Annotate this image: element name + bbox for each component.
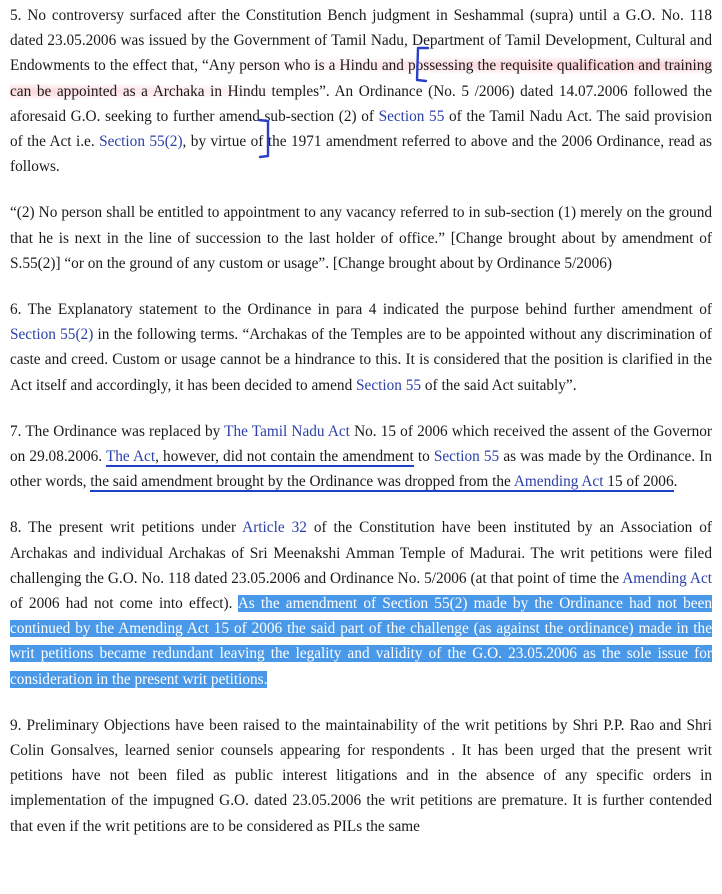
p7-text-8: .: [673, 473, 678, 491]
link-amending-act[interactable]: Amending Act: [622, 569, 712, 587]
pen-underlined-text: [106, 448, 414, 467]
quoted-provision: [10, 200, 712, 276]
p7-text-3: , however, did not contain the amendment: [155, 448, 414, 466]
link-tamil-nadu-act[interactable]: The Tamil Nadu Act: [224, 422, 350, 440]
p5-text-1: 5. No controversy surfaced after the Constitution Bench judgment in Seshammal (supra) until a G.O. No. 118 dated 23.05.2006 was issued by the Government of Tamil Nadu, Department of Tamil Development, Cultural and Endowments to the effect that,: [10, 7, 712, 75]
p5-text-4: , by virtue of the 1971 amendment referred to above and the 2006 Ordinance, read as follows.: [10, 133, 712, 176]
selected-text-highlight[interactable]: As the amendment of Section 55(2) made by the Ordinance had not been continued by the Amending Act 15 of 2006 the said part of the challenge (as against the ordinance) made in the writ petitions became redundant leaving the legality and validity of the G.O. 23.05.2006 as the sole issue for consideration in the present writ petitions.: [10, 595, 713, 688]
p8-text-1: 8. The present writ petitions under: [10, 519, 243, 537]
p6-text-3: of the said Act suitably”.: [421, 376, 577, 394]
p8-text-2: of the Constitution have been instituted by an Association of Archakas and individual Archakas of Sri Meenakshi Amman Temple of Madurai. The writ petitions were filed challenging the G.O. No. 118 dated 23.05.2006 and Ordinance No. 5/2006 (at that point of time the: [10, 519, 712, 587]
link-the-act[interactable]: The Act: [105, 448, 156, 466]
p7-text-1: 7. The Ordinance was replaced by: [10, 422, 225, 440]
p9-text: 9. Preliminary Objections have been raised to the maintainability of the writ petitions by Shri P.P. Rao and Shri Colin Gonsalves, learned senior counsels appearing for respondents . It has been urged that the present writ petitions have not been filed as public interest litigations and in the absence of any specific orders in implementation of the impugned G.O. dated 23.05.2006 the writ petitions are premature. It is further contended that even if the writ petitions are to be considered as PILs the same: [10, 716, 712, 835]
p7-text-2: No. 15 of 2006 which received the assent of the Governor on 29.08.2006.: [10, 422, 712, 466]
pink-highlighted-quote: “Any person who is a Hindu and possessing the requisite qualification and training can be appointed as a Archaka in Hindu temples”: [10, 57, 712, 100]
paragraph-7: [10, 419, 712, 495]
p7-text-4: to: [413, 448, 434, 466]
paragraph-8: [10, 515, 712, 691]
paragraph-9: [10, 713, 712, 839]
p5-text-3: of the Tamil Nadu Act. The said provision of the Act i.e.: [10, 107, 712, 151]
p7-text-6: the said amendment brought by the Ordinance was dropped from the: [90, 473, 514, 491]
p6-text-2: in the following terms. “Archakas of the Temples are to be appointed without any discrimination of caste and creed. Custom or usage cannot be a hindrance to this. It is considered that the position is clarified in the Act itself and accordingly, it has been decided to amend: [10, 326, 712, 394]
link-section-55-2[interactable]: Section 55(2): [99, 133, 183, 151]
link-section-55-2[interactable]: Section 55(2): [10, 326, 94, 344]
link-amending-act[interactable]: Amending Act: [513, 473, 604, 491]
p7-text-5: as was made by the Ordinance. In other words,: [10, 448, 712, 491]
p8-text-3: of 2006 had not come into effect).: [10, 595, 238, 613]
paragraph-6: [10, 297, 712, 398]
paragraph-5: [10, 3, 712, 179]
p6-text-1: 6. The Explanatory statement to the Ordinance in para 4 indicated the purpose behind further amendment of: [10, 301, 712, 319]
link-section-55[interactable]: Section 55: [356, 376, 422, 394]
link-article-32[interactable]: Article 32: [242, 519, 307, 537]
quote-text: “(2) No person shall be entitled to appointment to any vacancy referred to in sub-section (1) merely on the ground that he is next in the line of succession to the last holder of office.” [Change brought about by amendment of S.55(2)] “or on the ground of any custom or usage”. [Change brought about by Ordinance 5/2006): [10, 204, 712, 272]
link-section-55[interactable]: Section 55: [378, 107, 445, 125]
document-page: [10, 3, 712, 860]
p7-text-7: 15 of 2006: [603, 473, 674, 491]
link-section-55[interactable]: Section 55: [433, 448, 500, 466]
p5-text-2: . An Ordinance (No. 5 /2006) dated 14.07.2006 followed the aforesaid G.O. seeking to further amend sub-section (2) of: [10, 82, 712, 125]
pen-underlined-text: [90, 473, 673, 492]
